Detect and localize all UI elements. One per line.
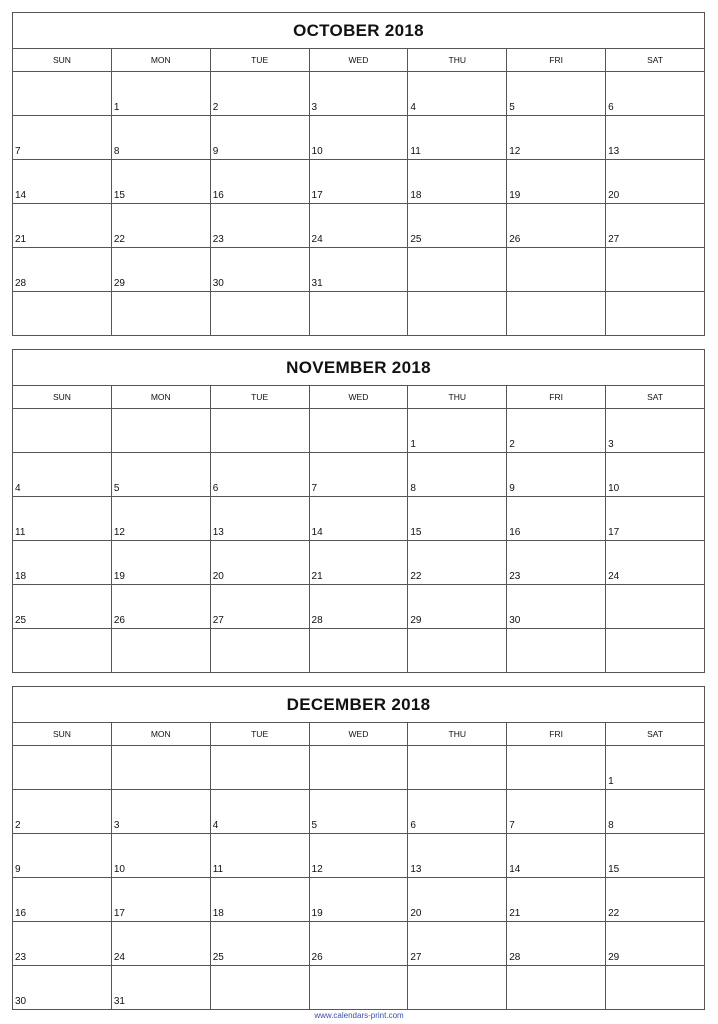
- day-cell: [111, 834, 210, 878]
- day-cell: [606, 72, 705, 116]
- day-cell: [309, 409, 408, 453]
- day-cell: [13, 72, 112, 116]
- weekday-tue: TUE: [210, 723, 309, 746]
- footer-link[interactable]: www.calendars-print.com: [314, 1011, 404, 1020]
- day-cell: [13, 453, 112, 497]
- day-cell: [13, 834, 112, 878]
- day-cell: [210, 966, 309, 1010]
- day-cell: [210, 409, 309, 453]
- weekday-wed: WED: [309, 386, 408, 409]
- weekday-header-row: [13, 49, 705, 72]
- day-number: [408, 670, 506, 672]
- day-cell: [408, 248, 507, 292]
- weekday-thu: THU: [408, 723, 507, 746]
- week-row: [13, 585, 705, 629]
- day-cell: [309, 878, 408, 922]
- day-number: 31: [311, 278, 323, 289]
- day-number: 3: [113, 820, 120, 831]
- day-number: 12: [311, 864, 323, 875]
- day-cell: [507, 966, 606, 1010]
- day-cell: [210, 248, 309, 292]
- day-number: 10: [113, 864, 125, 875]
- day-cell: [111, 746, 210, 790]
- day-cell: [606, 746, 705, 790]
- day-cell: [606, 409, 705, 453]
- day-number: 26: [113, 615, 125, 626]
- day-cell: [408, 878, 507, 922]
- week-row: [13, 922, 705, 966]
- day-cell: [606, 541, 705, 585]
- day-number: 13: [212, 527, 224, 538]
- day-cell: [210, 204, 309, 248]
- day-number: 12: [509, 146, 521, 157]
- day-cell: [408, 541, 507, 585]
- day-number: 23: [212, 234, 224, 245]
- month-title: OCTOBER 2018: [12, 12, 705, 48]
- day-number: 28: [311, 615, 323, 626]
- week-row: [13, 160, 705, 204]
- day-cell: [606, 629, 705, 673]
- day-cell: [309, 746, 408, 790]
- day-number: [310, 333, 408, 335]
- day-cell: [309, 922, 408, 966]
- day-cell: [507, 922, 606, 966]
- day-number: 1: [608, 776, 614, 787]
- weekday-wed: WED: [309, 723, 408, 746]
- day-cell: [606, 966, 705, 1010]
- day-cell: [507, 204, 606, 248]
- day-cell: [111, 116, 210, 160]
- day-number: 22: [608, 908, 620, 919]
- day-number: 27: [608, 234, 620, 245]
- weekday-wed: WED: [309, 49, 408, 72]
- day-number: 17: [608, 527, 620, 538]
- day-cell: [408, 497, 507, 541]
- day-number: 5: [509, 102, 515, 113]
- day-cell: [408, 453, 507, 497]
- day-cell: [210, 790, 309, 834]
- day-number: 21: [15, 234, 27, 245]
- day-cell: [606, 834, 705, 878]
- day-number: 28: [15, 278, 27, 289]
- day-cell: [309, 160, 408, 204]
- day-number: 1: [113, 102, 120, 113]
- day-cell: [210, 453, 309, 497]
- day-number: [606, 670, 704, 672]
- day-number: 30: [212, 278, 224, 289]
- day-number: 8: [113, 146, 120, 157]
- day-number: 24: [311, 234, 323, 245]
- day-cell: [111, 72, 210, 116]
- weekday-thu: THU: [408, 386, 507, 409]
- week-row: [13, 497, 705, 541]
- weekday-header-row: [13, 723, 705, 746]
- day-cell: [507, 160, 606, 204]
- week-row: [13, 878, 705, 922]
- day-number: 15: [113, 190, 125, 201]
- day-cell: [111, 922, 210, 966]
- day-number: 6: [212, 483, 219, 494]
- day-cell: [606, 922, 705, 966]
- day-cell: [13, 966, 112, 1010]
- day-cell: [507, 292, 606, 336]
- weekday-sat: SAT: [606, 386, 705, 409]
- day-cell: [309, 497, 408, 541]
- day-number: 31: [113, 996, 125, 1007]
- day-number: 23: [509, 571, 521, 582]
- day-cell: [606, 878, 705, 922]
- day-cell: [13, 922, 112, 966]
- day-cell: [210, 585, 309, 629]
- day-number: 27: [410, 952, 422, 963]
- day-number: 5: [113, 483, 120, 494]
- day-number: 22: [410, 571, 422, 582]
- day-number: 29: [410, 615, 422, 626]
- day-number: 11: [410, 146, 421, 157]
- day-number: 6: [608, 102, 614, 113]
- day-number: 13: [608, 146, 620, 157]
- calendar-december: [12, 686, 705, 1010]
- day-cell: [507, 746, 606, 790]
- day-number: 9: [509, 483, 515, 494]
- day-cell: [210, 541, 309, 585]
- day-cell: [309, 966, 408, 1010]
- day-cell: [309, 248, 408, 292]
- day-cell: [507, 497, 606, 541]
- weekday-sun: SUN: [13, 723, 112, 746]
- day-cell: [408, 746, 507, 790]
- day-cell: [13, 790, 112, 834]
- day-cell: [507, 72, 606, 116]
- day-number: 20: [410, 908, 422, 919]
- day-cell: [507, 116, 606, 160]
- day-number: 10: [608, 483, 620, 494]
- day-cell: [210, 292, 309, 336]
- day-cell: [111, 541, 210, 585]
- month-grid: [12, 385, 705, 673]
- day-number: 30: [15, 996, 27, 1007]
- day-cell: [111, 790, 210, 834]
- day-number: [112, 670, 210, 672]
- day-cell: [210, 160, 309, 204]
- week-row: [13, 453, 705, 497]
- day-cell: [606, 585, 705, 629]
- day-cell: [210, 878, 309, 922]
- day-number: 8: [608, 820, 614, 831]
- day-number: 14: [311, 527, 323, 538]
- calendar-october: [12, 12, 705, 336]
- weekday-sun: SUN: [13, 49, 112, 72]
- weekday-tue: TUE: [210, 49, 309, 72]
- day-number: 21: [509, 908, 521, 919]
- day-number: 4: [15, 483, 21, 494]
- day-number: 22: [113, 234, 125, 245]
- day-cell: [408, 72, 507, 116]
- day-cell: [210, 497, 309, 541]
- weekday-thu: THU: [408, 49, 507, 72]
- weekday-sat: SAT: [606, 723, 705, 746]
- day-number: 25: [15, 615, 27, 626]
- day-number: 5: [311, 820, 318, 831]
- week-row: [13, 541, 705, 585]
- day-number: 10: [311, 146, 323, 157]
- day-cell: [606, 497, 705, 541]
- day-number: 29: [608, 952, 620, 963]
- day-number: 29: [113, 278, 125, 289]
- day-cell: [13, 409, 112, 453]
- day-cell: [408, 834, 507, 878]
- weekday-fri: FRI: [507, 49, 606, 72]
- calendar-november: [12, 349, 705, 673]
- day-number: [507, 670, 605, 672]
- day-cell: [309, 204, 408, 248]
- day-number: 1: [410, 439, 416, 450]
- day-cell: [210, 922, 309, 966]
- day-number: [408, 333, 506, 335]
- day-number: 25: [212, 952, 224, 963]
- day-number: 7: [311, 483, 318, 494]
- day-cell: [210, 629, 309, 673]
- day-cell: [13, 292, 112, 336]
- day-cell: [606, 116, 705, 160]
- day-number: 30: [509, 615, 521, 626]
- day-cell: [309, 72, 408, 116]
- day-cell: [210, 746, 309, 790]
- day-number: 21: [311, 571, 323, 582]
- day-cell: [606, 160, 705, 204]
- day-cell: [507, 790, 606, 834]
- day-number: [507, 1007, 605, 1009]
- week-row: [13, 292, 705, 336]
- week-row: [13, 116, 705, 160]
- day-cell: [309, 453, 408, 497]
- day-number: 26: [509, 234, 521, 245]
- day-cell: [606, 453, 705, 497]
- day-cell: [13, 541, 112, 585]
- day-number: 15: [410, 527, 422, 538]
- day-cell: [111, 453, 210, 497]
- weekday-sun: SUN: [13, 386, 112, 409]
- day-number: [13, 670, 111, 672]
- day-cell: [309, 292, 408, 336]
- day-cell: [408, 160, 507, 204]
- day-number: 16: [212, 190, 224, 201]
- day-number: 2: [15, 820, 21, 831]
- day-cell: [111, 204, 210, 248]
- day-number: 6: [410, 820, 416, 831]
- day-cell: [309, 834, 408, 878]
- day-cell: [309, 790, 408, 834]
- day-number: 8: [410, 483, 416, 494]
- day-number: 14: [509, 864, 521, 875]
- day-number: 12: [113, 527, 125, 538]
- week-row: [13, 72, 705, 116]
- day-cell: [13, 204, 112, 248]
- day-number: 23: [15, 952, 27, 963]
- day-number: 17: [311, 190, 323, 201]
- day-cell: [111, 966, 210, 1010]
- day-cell: [606, 248, 705, 292]
- day-number: 11: [212, 864, 224, 875]
- day-number: 7: [15, 146, 21, 157]
- day-cell: [408, 966, 507, 1010]
- day-cell: [408, 409, 507, 453]
- day-cell: [13, 497, 112, 541]
- week-row: [13, 966, 705, 1010]
- day-number: 24: [608, 571, 620, 582]
- day-number: [211, 1007, 309, 1009]
- day-cell: [111, 878, 210, 922]
- day-cell: [13, 116, 112, 160]
- day-cell: [309, 585, 408, 629]
- day-number: 18: [410, 190, 422, 201]
- weekday-fri: FRI: [507, 386, 606, 409]
- day-number: 19: [113, 571, 125, 582]
- day-number: 24: [113, 952, 125, 963]
- month-title: NOVEMBER 2018: [12, 349, 705, 385]
- day-cell: [210, 72, 309, 116]
- day-cell: [606, 790, 705, 834]
- day-number: 2: [509, 439, 515, 450]
- day-number: 27: [212, 615, 224, 626]
- day-cell: [111, 248, 210, 292]
- day-number: 13: [410, 864, 422, 875]
- day-number: [606, 333, 704, 335]
- day-number: 19: [509, 190, 521, 201]
- day-number: 4: [410, 102, 416, 113]
- month-grid: [12, 48, 705, 336]
- day-number: 9: [212, 146, 219, 157]
- day-number: 3: [311, 102, 318, 113]
- day-number: 2: [212, 102, 219, 113]
- day-number: 19: [311, 908, 323, 919]
- day-cell: [507, 248, 606, 292]
- week-row: [13, 790, 705, 834]
- day-number: [310, 1007, 408, 1009]
- weekday-header-row: [13, 386, 705, 409]
- day-number: 18: [212, 908, 224, 919]
- week-row: [13, 834, 705, 878]
- day-cell: [309, 629, 408, 673]
- day-cell: [606, 204, 705, 248]
- day-number: 11: [15, 527, 26, 538]
- day-cell: [111, 160, 210, 204]
- day-number: 28: [509, 952, 521, 963]
- weekday-mon: MON: [111, 723, 210, 746]
- day-cell: [13, 878, 112, 922]
- day-cell: [309, 116, 408, 160]
- day-cell: [408, 922, 507, 966]
- day-number: [606, 1007, 704, 1009]
- day-number: 17: [113, 908, 125, 919]
- day-cell: [507, 878, 606, 922]
- day-cell: [408, 204, 507, 248]
- day-number: [13, 333, 111, 335]
- weekday-sat: SAT: [606, 49, 705, 72]
- day-cell: [13, 629, 112, 673]
- day-cell: [210, 834, 309, 878]
- day-cell: [13, 746, 112, 790]
- day-number: [507, 333, 605, 335]
- month-grid: [12, 722, 705, 1010]
- day-number: 7: [509, 820, 515, 831]
- week-row: [13, 409, 705, 453]
- day-cell: [111, 292, 210, 336]
- day-number: 15: [608, 864, 620, 875]
- day-cell: [507, 834, 606, 878]
- day-number: [112, 333, 210, 335]
- day-cell: [13, 585, 112, 629]
- weekday-mon: MON: [111, 386, 210, 409]
- day-cell: [606, 292, 705, 336]
- weekday-tue: TUE: [210, 386, 309, 409]
- day-number: 20: [608, 190, 620, 201]
- day-cell: [210, 116, 309, 160]
- day-number: 14: [15, 190, 27, 201]
- day-number: 9: [15, 864, 21, 875]
- day-number: [310, 670, 408, 672]
- day-cell: [408, 790, 507, 834]
- weekday-mon: MON: [111, 49, 210, 72]
- day-cell: [507, 629, 606, 673]
- day-cell: [408, 585, 507, 629]
- day-cell: [507, 585, 606, 629]
- day-cell: [309, 541, 408, 585]
- day-cell: [507, 409, 606, 453]
- day-cell: [408, 116, 507, 160]
- day-cell: [13, 248, 112, 292]
- day-number: 25: [410, 234, 422, 245]
- day-cell: [111, 497, 210, 541]
- day-number: 3: [608, 439, 614, 450]
- weekday-fri: FRI: [507, 723, 606, 746]
- day-number: [211, 670, 309, 672]
- week-row: [13, 746, 705, 790]
- day-cell: [507, 541, 606, 585]
- day-cell: [507, 453, 606, 497]
- day-cell: [408, 629, 507, 673]
- week-row: [13, 204, 705, 248]
- day-number: 20: [212, 571, 224, 582]
- day-number: [408, 1007, 506, 1009]
- day-cell: [408, 292, 507, 336]
- day-cell: [13, 160, 112, 204]
- day-number: 4: [212, 820, 219, 831]
- day-number: [211, 333, 309, 335]
- day-number: 16: [509, 527, 521, 538]
- day-cell: [111, 585, 210, 629]
- week-row: [13, 248, 705, 292]
- day-cell: [111, 409, 210, 453]
- day-number: 16: [15, 908, 27, 919]
- day-number: 18: [15, 571, 27, 582]
- day-number: 26: [311, 952, 323, 963]
- month-title: DECEMBER 2018: [12, 686, 705, 722]
- day-cell: [111, 629, 210, 673]
- week-row: [13, 629, 705, 673]
